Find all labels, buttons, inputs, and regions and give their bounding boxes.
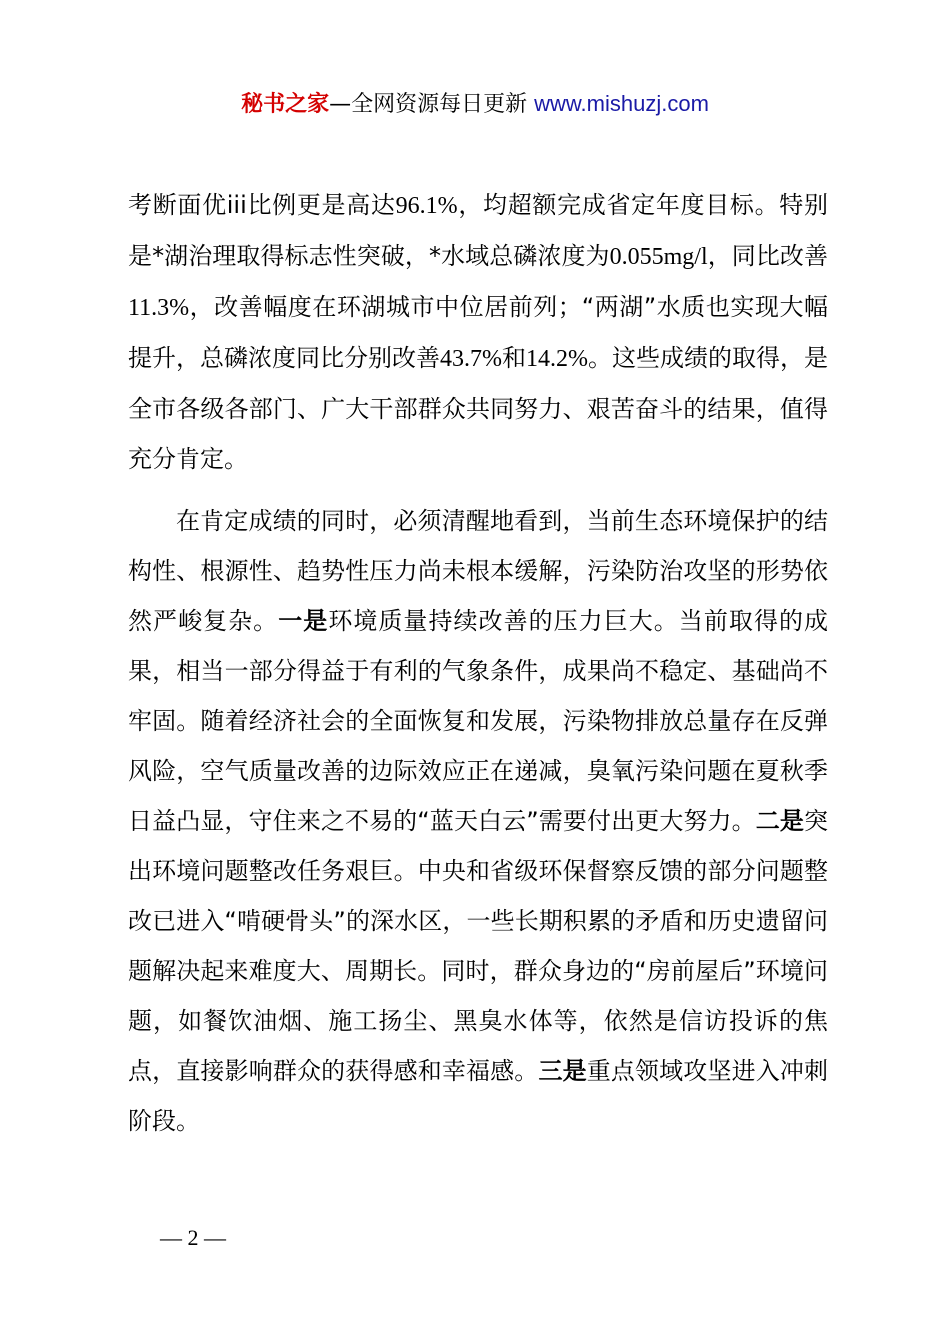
text-run: 环境质量持续改善的压力巨大。当前取得的成果，相当一部分得益于有利的气象条件，成果尚不稳定、基础尚不牢固。随着经济社会的全面恢复和发展，污染物排放总量存在反弹风险，空气质量改善的边际效应正在递减，臭氧污染问题在夏秋季日益凸显，守住来之不易的“蓝天白云”需要付出更大努力。 bbox=[128, 607, 829, 835]
point-label: 三是 bbox=[538, 1057, 587, 1085]
text-run: 重点领域攻坚进入冲刺阶段。 bbox=[128, 1057, 829, 1135]
text-run: 考断面优iii比例更是高达 bbox=[128, 191, 396, 219]
document-body bbox=[128, 180, 828, 1146]
text-run: 。这些成绩的取得，是全市各级各部门、广大干部群众共同努力、艰苦奋斗的结果，值得充分肯定。 bbox=[128, 344, 828, 473]
stat-value: 96.1% bbox=[395, 193, 458, 219]
stat-value: 11.3% bbox=[128, 295, 190, 321]
site-header bbox=[0, 88, 950, 121]
point-label: 一是 bbox=[278, 607, 329, 635]
stat-value: 43.7% bbox=[440, 346, 502, 372]
site-tagline: —全网资源每日更新 bbox=[329, 92, 528, 117]
paragraph-challenges bbox=[128, 496, 828, 1146]
text-run: ，改善幅度在环湖城市中位居前列；“两湖”水质也实现大幅提升，总磷浓度同比分别改善 bbox=[128, 293, 828, 372]
point-label: 二是 bbox=[755, 807, 804, 835]
text-run: 突出环境问题整改任务艰巨。中央和省级环保督察反馈的部分问题整改已进入“啃硬骨头”的深水区，一些长期积累的矛盾和历史遗留问题解决起来难度大、周期长。同时，群众身边的“房前屋后”环境问题，如餐饮油烟、施工扬尘、黑臭水体等，依然是信访投诉的焦点，直接影响群众的获得感和幸福感。 bbox=[128, 807, 828, 1085]
text-run: ，均超额完成省定年度目标。特别是*湖治理取得标志性突破，*水域总磷浓度为 bbox=[128, 191, 828, 270]
stat-value: 0.055mg/l bbox=[609, 244, 708, 270]
paragraph-achievements bbox=[128, 180, 828, 484]
text-run: ，同比改善 bbox=[707, 242, 829, 270]
page-number: — 2 — bbox=[160, 1225, 226, 1250]
site-brand: 秘书之家 bbox=[241, 92, 330, 117]
text-run: 在肯定成绩的同时，必须清醒地看到，当前生态环境保护的结构性、根源性、趋势性压力尚未根本缓解，污染防治攻坚的形势依然严峻复杂。 bbox=[128, 507, 828, 635]
text-run: 和 bbox=[502, 344, 526, 372]
stat-value: 14.2% bbox=[526, 346, 588, 372]
site-url-link[interactable]: www.mishuzj.com bbox=[534, 91, 709, 116]
